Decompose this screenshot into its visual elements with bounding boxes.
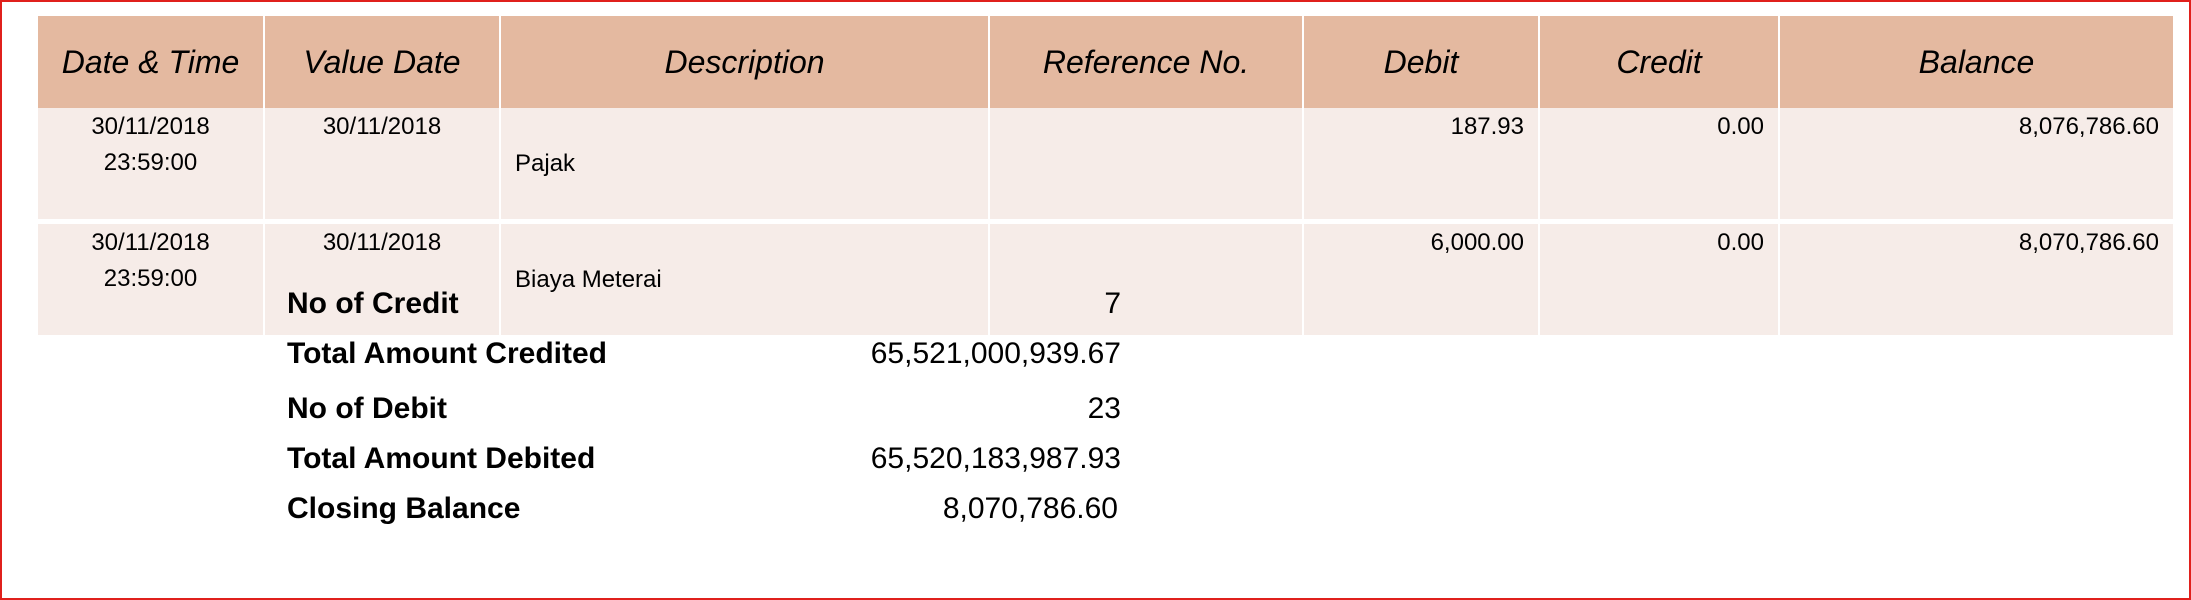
summary-value: 23 bbox=[1087, 392, 1121, 425]
summary-label: No of Credit bbox=[287, 287, 459, 320]
summary-value: 65,521,000,939.67 bbox=[870, 337, 1121, 370]
summary-row-total-debited bbox=[287, 434, 1121, 484]
header-debit: Debit bbox=[1303, 16, 1539, 108]
cell-balance: 8,076,786.60 bbox=[1779, 108, 2173, 222]
summary-row-total-credited bbox=[287, 329, 1121, 379]
summary-row-closing-balance bbox=[287, 484, 1121, 534]
cell-balance: 8,070,786.60 bbox=[1779, 222, 2173, 336]
cell-time: 23:59:00 bbox=[103, 149, 198, 176]
summary-label: Total Amount Credited bbox=[287, 337, 607, 370]
cell-value-date: 30/11/2018 bbox=[264, 108, 500, 222]
cell-debit: 187.93 bbox=[1303, 108, 1539, 222]
header-credit: Credit bbox=[1539, 16, 1779, 108]
cell-description: Biaya Meterai bbox=[500, 222, 989, 336]
cell-time: 23:59:00 bbox=[103, 265, 198, 292]
cell-credit: 0.00 bbox=[1539, 222, 1779, 336]
summary-label: No of Debit bbox=[287, 392, 447, 425]
summary-value: 7 bbox=[1104, 287, 1121, 320]
cell-date-time bbox=[38, 222, 264, 336]
summary-value: 8,070,786.60 bbox=[942, 492, 1118, 525]
cell-debit: 6,000.00 bbox=[1303, 222, 1539, 336]
header-description: Description bbox=[500, 16, 989, 108]
summary-row-no-of-credit bbox=[287, 279, 1121, 329]
cell-reference bbox=[989, 108, 1303, 222]
cell-date: 30/11/2018 bbox=[91, 113, 210, 140]
summary-value: 65,520,183,987.93 bbox=[870, 442, 1121, 475]
cell-date: 30/11/2018 bbox=[91, 229, 210, 256]
cell-date-time bbox=[38, 108, 264, 222]
summary-label: Closing Balance bbox=[287, 492, 521, 525]
table-header-row bbox=[38, 16, 2173, 108]
cell-credit: 0.00 bbox=[1539, 108, 1779, 222]
summary-label: Total Amount Debited bbox=[287, 442, 596, 475]
header-reference-no: Reference No. bbox=[989, 16, 1303, 108]
header-balance: Balance bbox=[1779, 16, 2173, 108]
header-date-time: Date & Time bbox=[38, 16, 264, 108]
table-row bbox=[38, 108, 2173, 222]
cell-value-date: 30/11/2018 bbox=[264, 222, 500, 336]
header-value-date: Value Date bbox=[264, 16, 500, 108]
summary-section bbox=[287, 279, 1121, 534]
cell-description: Pajak bbox=[500, 108, 989, 222]
summary-row-no-of-debit bbox=[287, 384, 1121, 434]
